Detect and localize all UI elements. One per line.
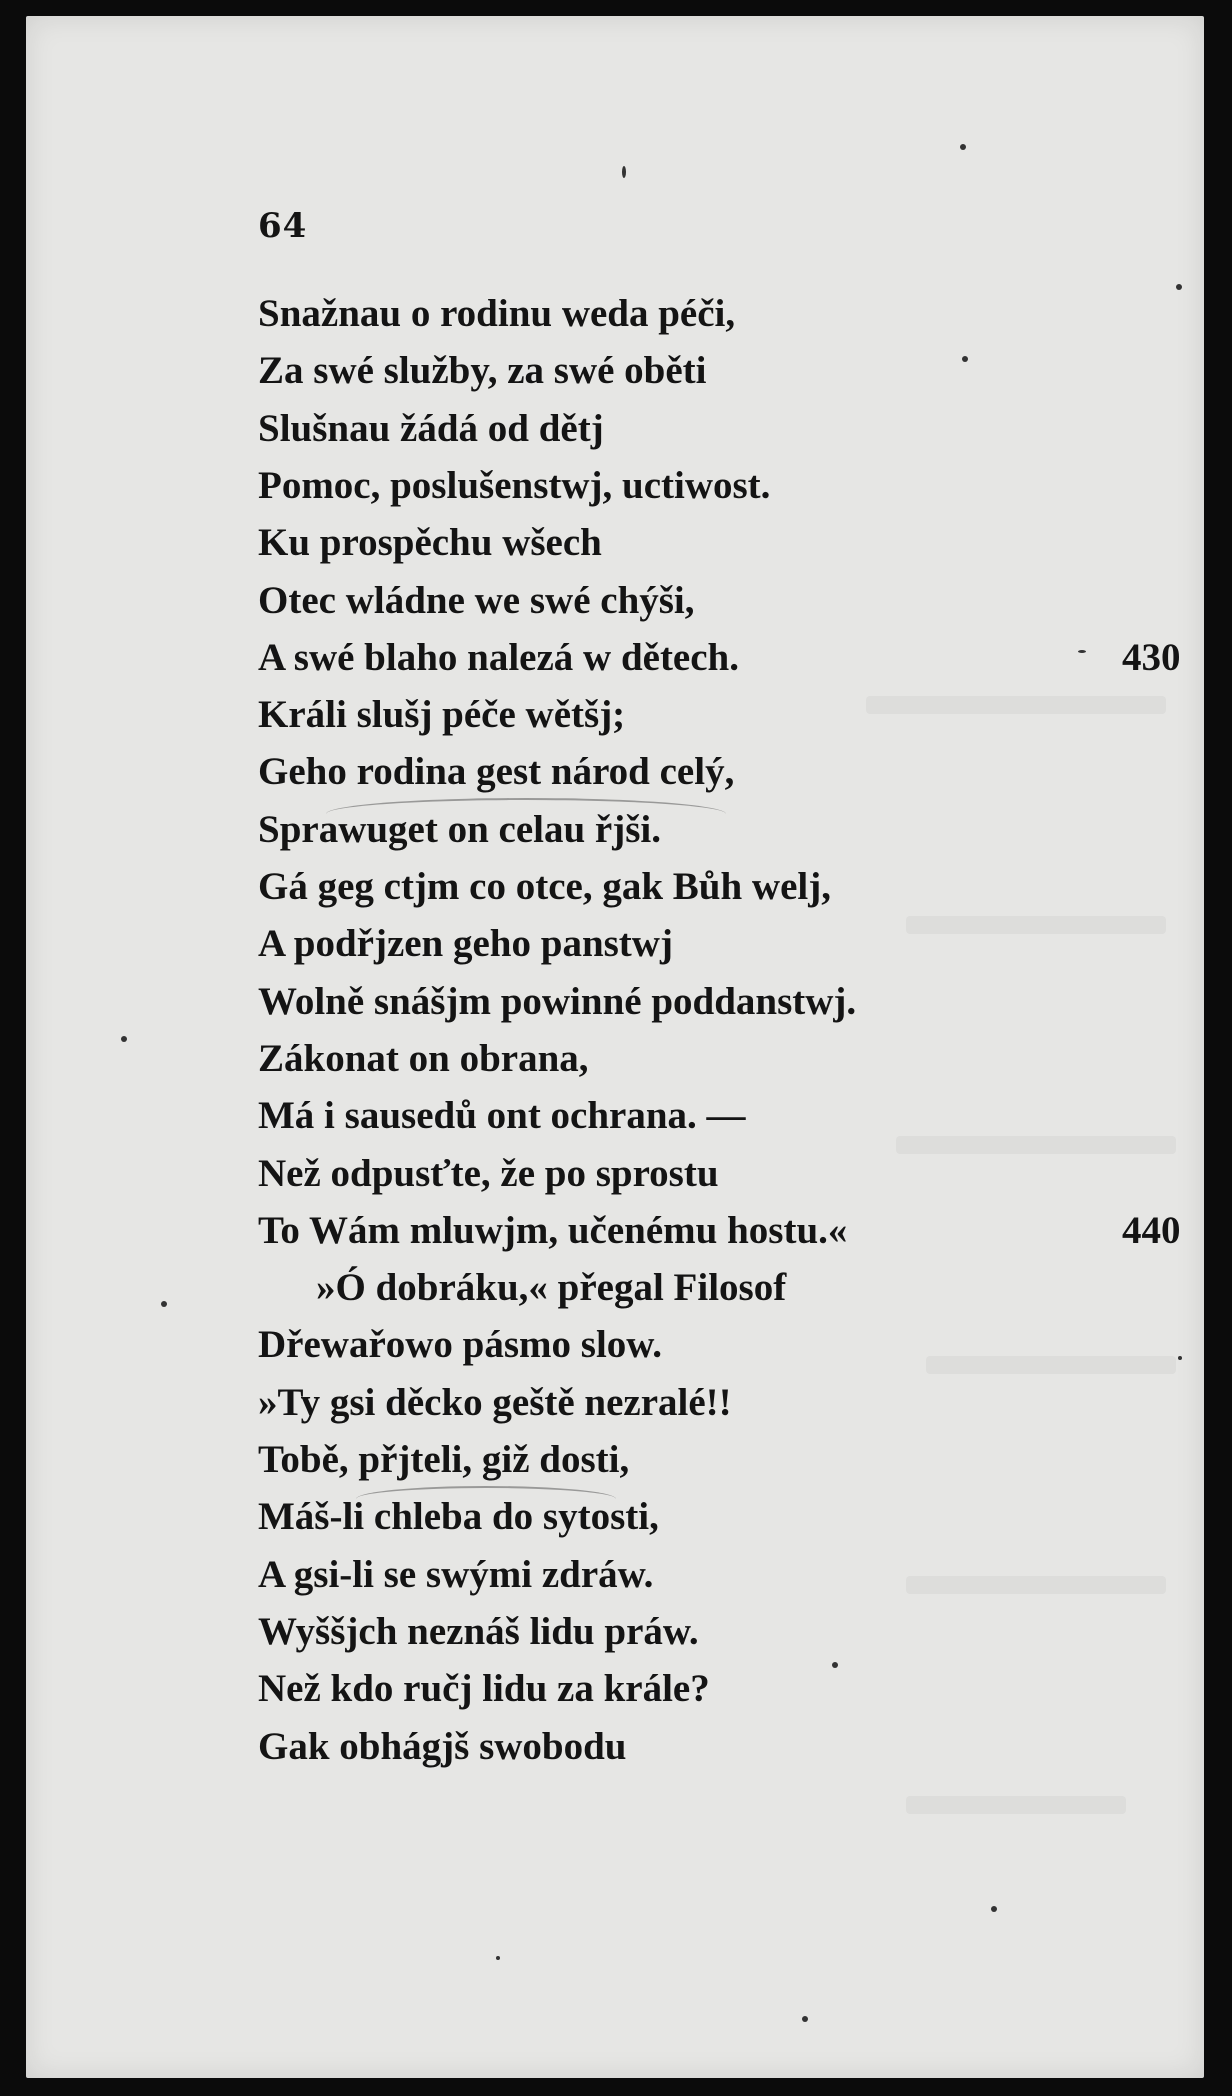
scan-speck — [1178, 1356, 1182, 1360]
poem-line: Gá geg ctjm co otce, gak Bůh welj, — [258, 865, 831, 908]
scan-speck — [960, 144, 966, 150]
poem-line: Wolně snášjm powinné poddanstwj. — [258, 979, 857, 1023]
poem-line: Ku prospěchu wšech — [258, 521, 602, 565]
poem-line: Wyššjch neznáš lidu práw. — [258, 1609, 699, 1653]
poem-line: Otec wládne we swé chýši, — [258, 578, 695, 622]
scan-mark — [326, 798, 726, 830]
poem-line: Sprawuget on celau řjši. — [258, 807, 661, 851]
poem-line: Než kdo ručj lidu za krále? — [258, 1667, 710, 1711]
poem-line: Dřewařowo pásmo slow. — [258, 1323, 663, 1367]
poem-line: Slušnau žádá od dětj — [258, 406, 604, 450]
scan-speck — [991, 1906, 997, 1912]
scan-speck — [962, 356, 968, 362]
scan-speck — [622, 166, 626, 178]
bleed-through — [896, 1136, 1176, 1154]
poem-line: »Ty gsi děcko geště nezralé!! — [258, 1380, 732, 1424]
scan-speck — [802, 2016, 808, 2022]
bleed-through — [866, 696, 1166, 714]
poem-line: A swé blaho nalezá w dětech. — [258, 635, 739, 679]
poem-line: Za swé služby, za swé oběti — [258, 349, 707, 393]
poem-line: A gsi-li se swými zdráw. — [258, 1552, 654, 1596]
bleed-through — [906, 1796, 1126, 1814]
poem-line: Tobě, přjteli, giž dosti, — [258, 1438, 630, 1481]
scan-speck — [1078, 650, 1086, 653]
scan-speck — [161, 1301, 167, 1307]
poem-line: Má i sausedů ont ochrana. — — [258, 1094, 746, 1138]
bleed-through — [926, 1356, 1176, 1374]
poem-line: Máš-li chleba do sytosti, — [258, 1495, 659, 1539]
scan-speck — [832, 1662, 838, 1668]
line-number-440: 440 — [1122, 1208, 1181, 1252]
scan-speck — [1176, 284, 1182, 290]
scan-mark — [356, 1486, 616, 1512]
poem-line: Králi slušj péče wětšj; — [258, 693, 626, 737]
book-page — [26, 16, 1204, 2078]
poem-line: To Wám mluwjm, učenému hostu.« — [258, 1208, 848, 1252]
scan-speck — [496, 1956, 500, 1960]
poem-line: Zákonat on obrana, — [258, 1036, 589, 1080]
poem-line: Pomoc, poslušenstwj, uctiwost. — [258, 463, 771, 507]
line-number-430: 430 — [1122, 635, 1181, 679]
poem-line: A podřjzen geho panstwj — [258, 922, 673, 966]
poem-line: Snažnau o rodinu weda péči, — [258, 292, 736, 335]
poem-line: Než odpusťte, že po sprostu — [258, 1151, 719, 1195]
scan-speck — [121, 1036, 127, 1042]
bleed-through — [906, 916, 1166, 934]
poem-line: »Ó dobráku,« přegal Filosof — [316, 1266, 787, 1310]
page-number: 64 — [258, 206, 308, 246]
bleed-through — [906, 1576, 1166, 1594]
poem-line: Geho rodina gest národ celý, — [258, 750, 735, 794]
poem-line: Gak obhágjš swobodu — [258, 1724, 627, 1768]
